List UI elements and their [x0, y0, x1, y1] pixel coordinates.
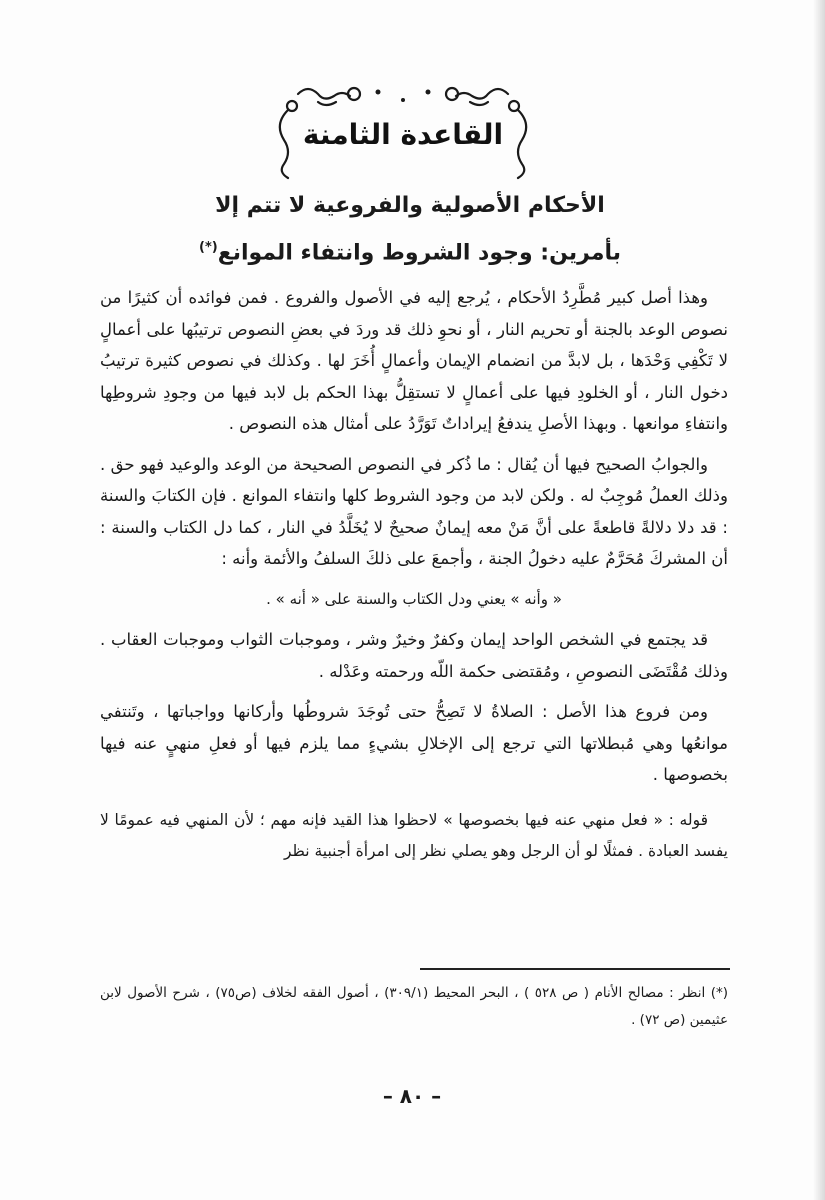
paragraph: وهذا أصل كبير مُطَّرِدُ الأحكام ، يُرجع إليه في الأصول والفروع . فمن فوائده أن كثيرًا من نصوص الوعد بالجنة أو تحريم النار ، أو نحوِ ذلك قد وردَ في بعضِ النصوص ترتيبُها على أعمالٍ لا تَكْفِي وَحْدَها ، بل لابدَّ من انضمام الإيمان وأعمالٍ أُخَرَ لها . وكذلك في نصوص كثيرة ترتيبُ دخول النار ، أو الخلودِ فيها على أعمالٍ لا تستقِلُّ بهذا الحكم بل لابد فيها من وجودِ شروطِها وانتفاءِ موانعها . وبهذا الأصلِ يندفعُ إيراداتٌ تَوَرَّدُ على أمثال هذه النصوص .: [100, 288, 728, 433]
page-number: – ٨٠ –: [382, 1084, 442, 1108]
paragraph: ومن فروع هذا الأصل : الصلاةُ لا تَصِحُّ حتى تُوجَدَ شروطُها وأركانها وواجباتها ، وتَنتفي موانعُها وهي مُبطلاتها التي ترجع إلى الإخلالِ بشيءٍ مما يلزم فيها أو فعلِ منهيٍ عنه فيها بخصوصها .: [100, 702, 728, 784]
rule-heading-line-2-text: بأمرين: وجود الشروط وانتفاء الموانع: [217, 240, 621, 266]
footnote: (*) انظر : مصالح الأنام ( ص ٥٢٨ ) ، البحر المحيط (٣٠٩/١) ، أصول الفقه لخلاف (ص٧٥) ، شرح الأصول لابن عثيمين (ص ٧٢) .: [100, 985, 728, 1028]
footnote-marker[interactable]: (*): [199, 240, 218, 255]
page-edge-shadow: [813, 0, 825, 1200]
quote-note: « وأنه » يعني ودل الكتاب والسنة على « أنه » .: [266, 589, 562, 608]
rule-heading-line-1: الأحكام الأصولية والفروعية لا تتم إلا: [215, 193, 605, 218]
rule-heading-line-2: [95, 227, 725, 274]
footnote-separator: [420, 968, 730, 970]
paragraph: قد يجتمع في الشخص الواحد إيمان وكفرٌ وخيرٌ وشر ، وموجبات الثواب وموجبات العقاب . وذلك مُقْتَضَى النصوصِ ، ومُقتضى حكمة اللّه ورحمته وعَدْله .: [100, 630, 728, 681]
rule-heading: [95, 185, 725, 274]
commentary-paragraph: قوله : « فعل منهي عنه فيها بخصوصها » لاحظوا هذا القيد فإنه مهم ؛ لأن المنهي فيه عمومًا لا يفسد العبادة . فمثلًا لو أن الرجل وهو يصلي نظر إلى امرأة أجنبية نظر: [100, 810, 728, 860]
chapter-title: القاعدة الثامنة: [302, 118, 504, 151]
main-text: [100, 282, 728, 877]
paragraph: والجوابُ الصحيح فيها أن يُقال : ما ذُكر في النصوص الصحيحة من الوعد والوعيد فهو حق . وذلك العملُ مُوجِبٌ له . ولكن لابد من وجود الشروط كلها وانتفاء الموانع . فإن الكتابَ والسنة : قد دلا دلالةً قاطعةً على أنَّ مَنْ معه إيمانٌ صحيحٌ لا يُخَلَّدُ في النار ، كما دل الكتاب والسنة : أن المشركَ مُحَرَّمٌ عليه دخولُ الجنة ، وأجمعَ على ذلكَ السلفُ والأئمة وأنه :: [100, 454, 728, 568]
